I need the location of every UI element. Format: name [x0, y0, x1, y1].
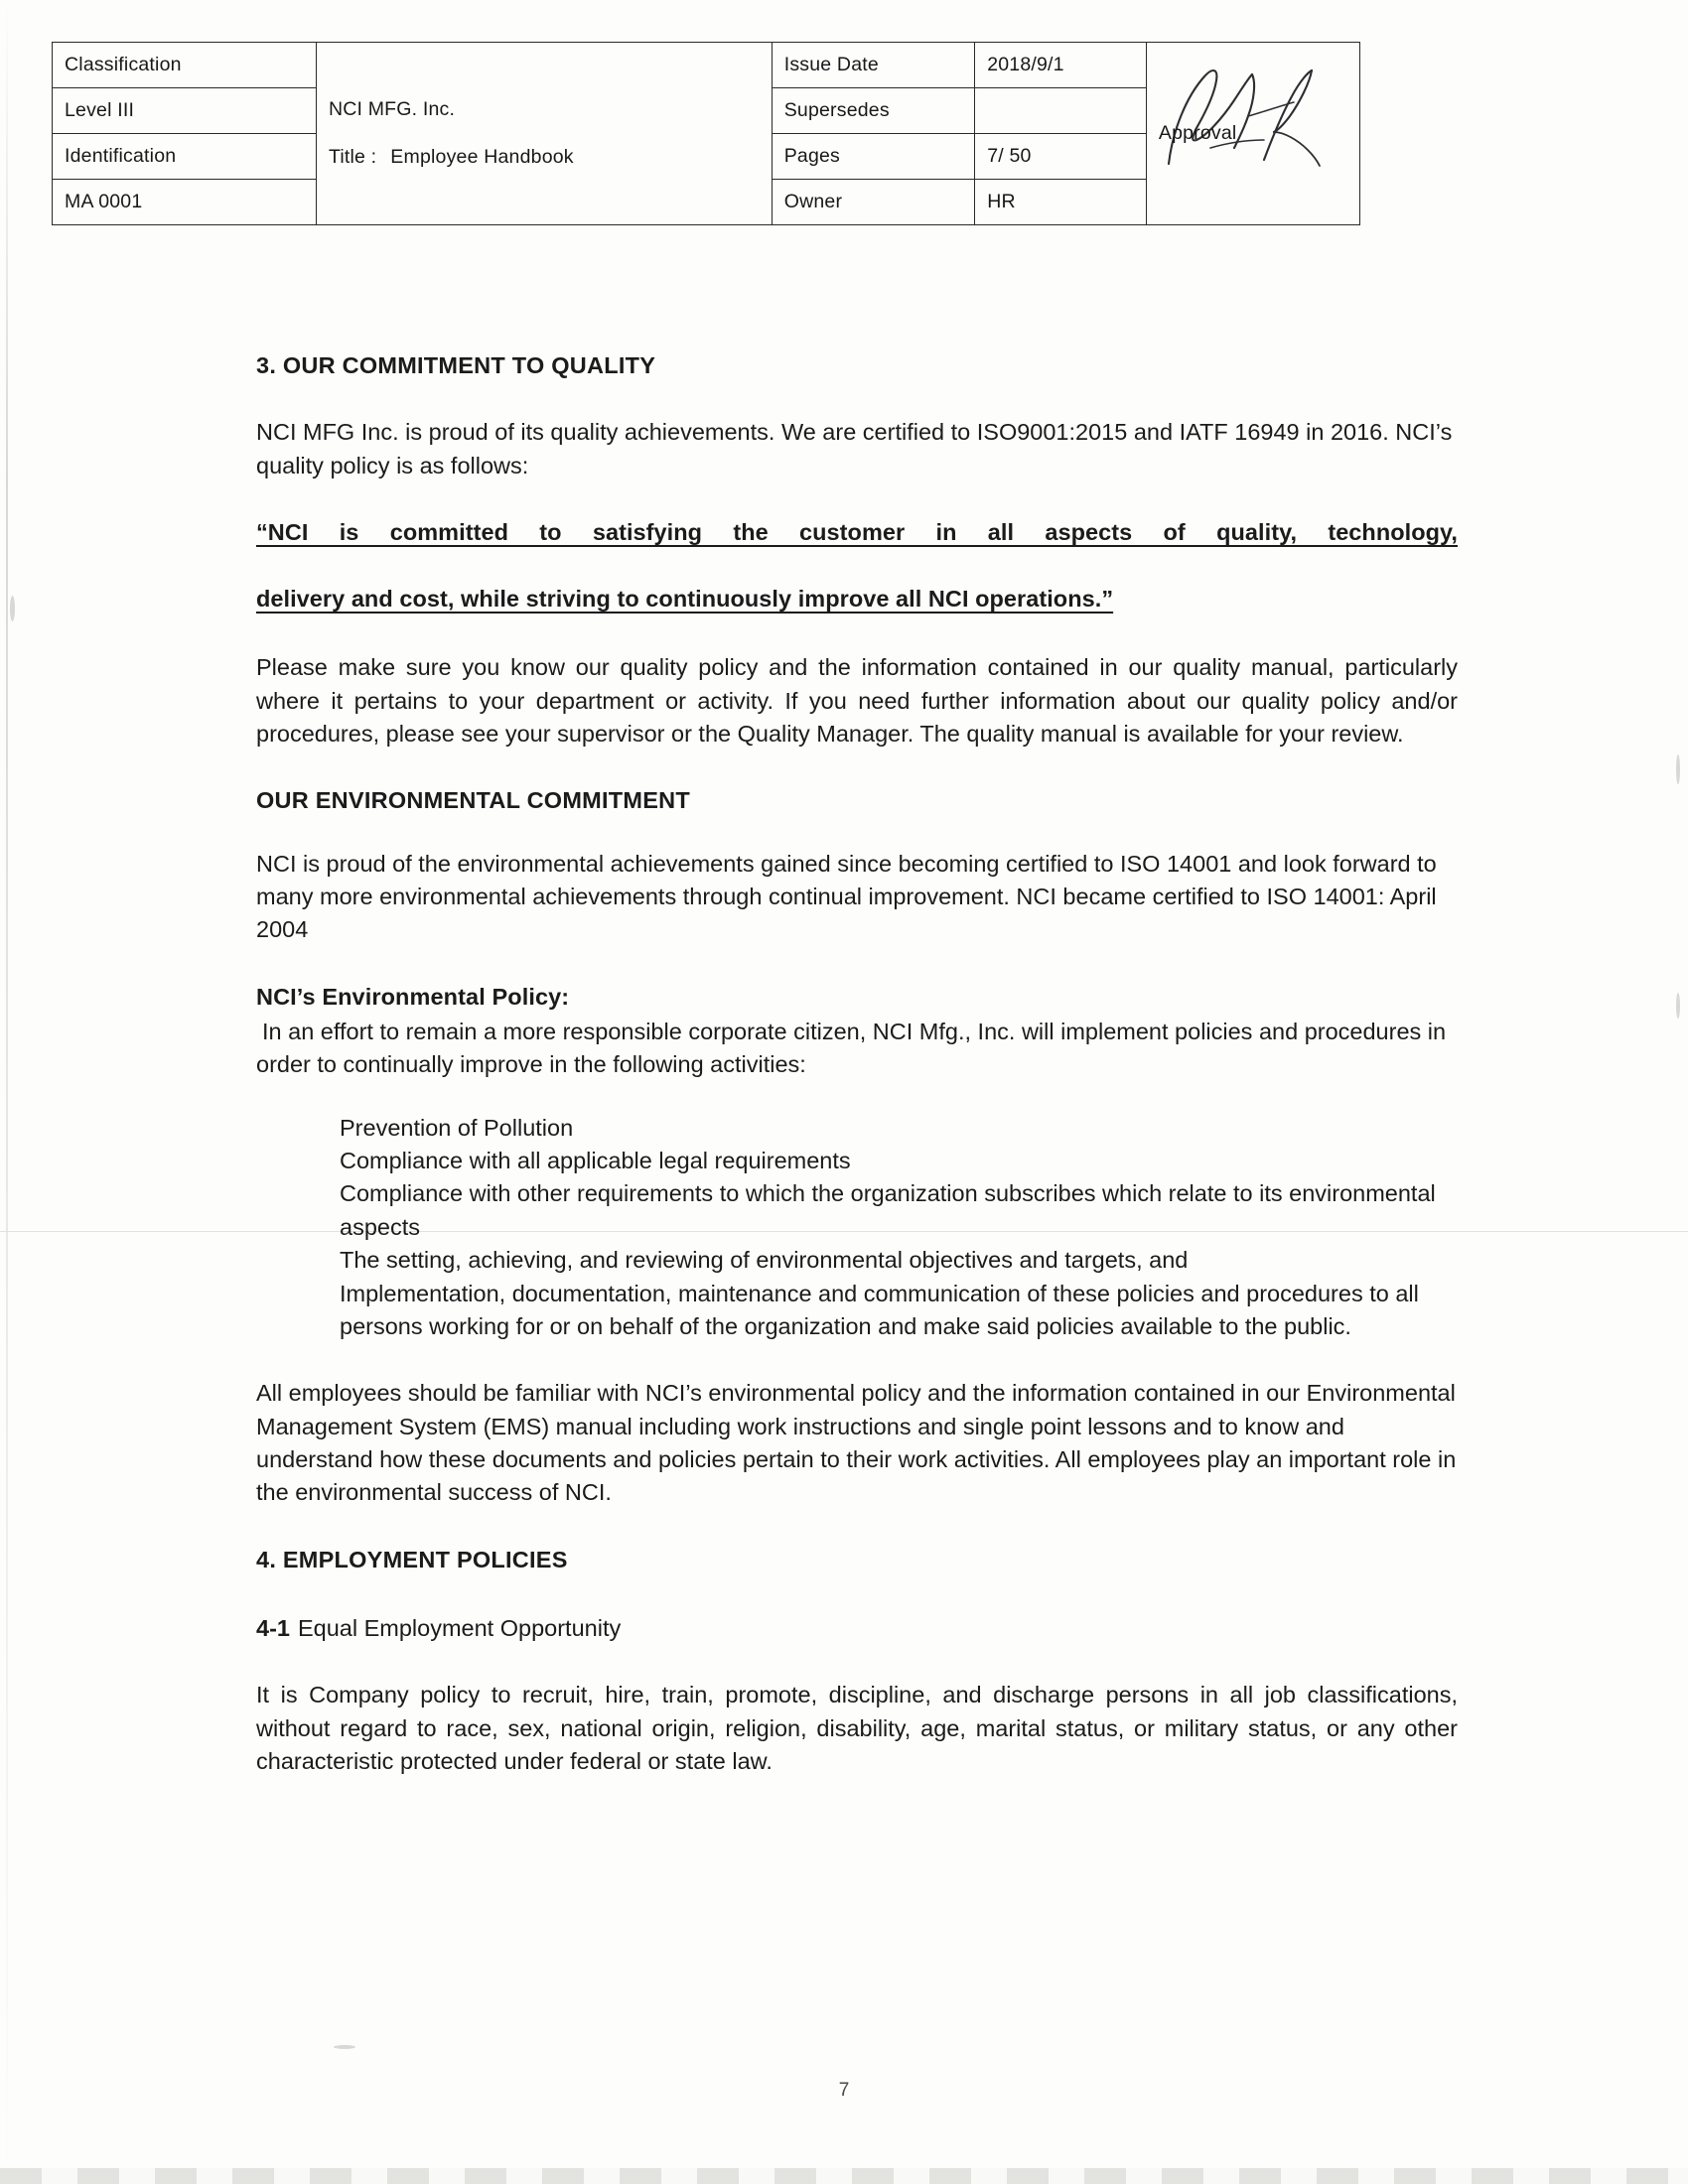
section-4-heading: 4. EMPLOYMENT POLICIES — [256, 1546, 568, 1572]
cell-pages-label: Pages — [772, 134, 974, 180]
cell-identification-value: MA 0001 — [53, 180, 317, 225]
quality-intro-paragraph: NCI MFG Inc. is proud of its quality achievements. We are certified to ISO9001:2015 and IATF 16949 in 2016. NCI’s quality policy is as follows: — [256, 419, 1453, 478]
document-title-line — [329, 146, 762, 168]
title-label: Title : — [328, 146, 377, 168]
title-value: Employee Handbook — [390, 146, 574, 168]
scan-speck-artifact — [334, 2045, 355, 2049]
quality-policy-line-1: “NCI is committed to satisfying the customer in all aspects of quality, technology, — [256, 519, 1458, 546]
cell-pages-value: 7/ 50 — [975, 134, 1147, 180]
approval-label: Approval — [1158, 121, 1237, 144]
subsection-4-1-heading — [256, 1612, 1458, 1645]
cell-issue-date-label: Issue Date — [772, 43, 974, 88]
cell-supersedes-label: Supersedes — [772, 88, 974, 134]
scan-speck-artifact — [10, 596, 15, 621]
environmental-commitment-heading: OUR ENVIRONMENTAL COMMITMENT — [256, 787, 690, 814]
page-number-footer: 7 — [838, 2080, 850, 2101]
cell-approval — [1146, 43, 1359, 225]
cell-owner-value: HR — [975, 180, 1147, 225]
list-item: Prevention of Pollution — [340, 1114, 574, 1141]
company-name: NCI MFG. Inc. — [328, 97, 456, 120]
environmental-policy-block — [256, 981, 1458, 1082]
cell-identification-label: Identification — [53, 134, 317, 180]
list-item: Compliance with other requirements to which the organization subscribes which relate to its environmental aspects — [340, 1180, 1436, 1240]
quality-followup-paragraph: Please make sure you know our quality policy and the information contained in our quality manual, particularly where it pertains to your department or activity. If you need further information about our quality policy and/or procedures, please see your supervisor or the Quality Manager. The quality manual is available for your review. — [256, 654, 1458, 747]
document-body — [256, 349, 1458, 1813]
subsection-4-1-title: Equal Employment Opportunity — [297, 1615, 622, 1642]
cell-issue-date-value: 2018/9/1 — [975, 43, 1147, 88]
table-row — [53, 43, 1360, 88]
list-item: Compliance with all applicable legal requirements — [340, 1148, 851, 1174]
environmental-policy-heading: NCI’s Environmental Policy: — [256, 983, 570, 1010]
document-control-header-table — [52, 42, 1360, 225]
cell-owner-label: Owner — [772, 180, 974, 225]
scan-edge-artifact — [6, 0, 8, 2184]
environmental-policy-list — [256, 1112, 1458, 1344]
quality-policy-line-2: delivery and cost, while striving to continuously improve all NCI operations.” — [256, 585, 1114, 612]
section-3-heading: 3. OUR COMMITMENT TO QUALITY — [256, 352, 656, 378]
approval-signature-icon — [1153, 53, 1330, 170]
cell-level-value: Level III — [53, 88, 317, 134]
scan-speck-artifact — [1676, 993, 1680, 1019]
cell-company-and-title — [316, 43, 772, 225]
subsection-4-1-number: 4-1 — [256, 1615, 290, 1642]
environmental-intro-paragraph: NCI is proud of the environmental achievements gained since becoming certified to ISO 14001 and look forward to many more environmental achievements through continual improvement. NCI became certified to ISO 14001: April 2004 — [256, 850, 1437, 943]
scan-speck-artifact — [1676, 754, 1680, 784]
quality-policy-statement — [256, 516, 1458, 615]
list-item: Implementation, documentation, maintenance and communication of these policies and procedures to all persons working for or on behalf of the organization and make said policies available to the public. — [340, 1280, 1419, 1339]
eeo-paragraph: It is Company policy to recruit, hire, train, promote, discipline, and discharge persons in all job classifications, without regard to race, sex, national origin, religion, disability, age, marital status, or military status, or any other characteristic protected under federal or state law. — [256, 1682, 1458, 1775]
all-employees-paragraph: All employees should be familiar with NCI’s environmental policy and the information contained in our Environmental Management System (EMS) manual including work instructions and single point lessons and to know and understand how these documents and policies pertain to their work activities. All employees play an important role in the environmental success of NCI. — [256, 1380, 1457, 1506]
scan-bottom-edge-artifact — [0, 2168, 1688, 2184]
environmental-policy-intro: In an effort to remain a more responsible corporate citizen, NCI Mfg., Inc. will implement policies and procedures in order to continually improve in the following activities: — [256, 1019, 1447, 1078]
cell-classification-label: Classification — [53, 43, 317, 88]
cell-supersedes-value — [975, 88, 1147, 134]
list-item: The setting, achieving, and reviewing of environmental objectives and targets, and — [340, 1247, 1189, 1274]
